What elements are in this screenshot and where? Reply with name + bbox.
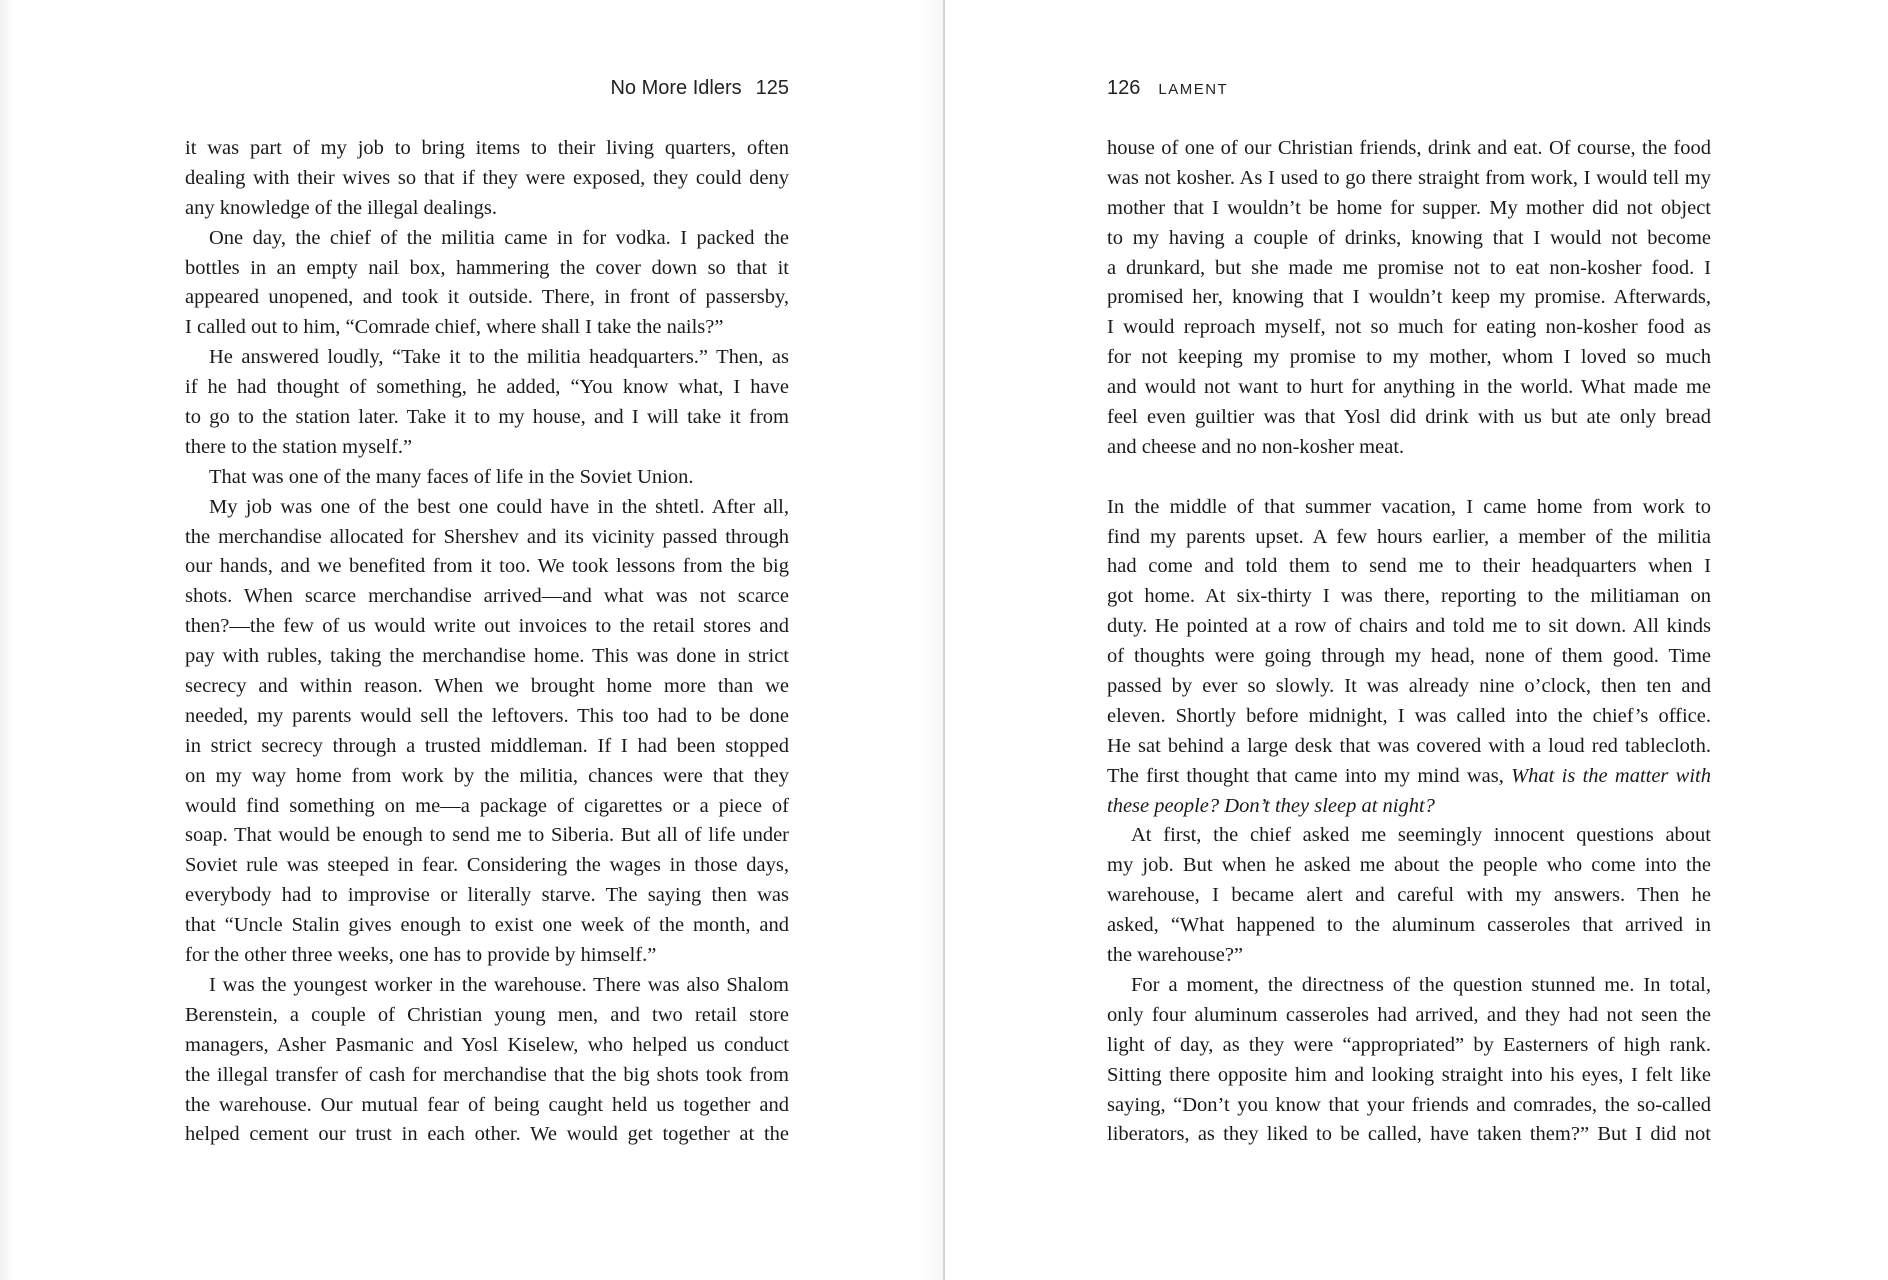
text-line: pay with rubles, taking the merchandise home. This was done in strict <box>185 645 789 668</box>
text-line: it was part of my job to bring items to their living quarters, often <box>185 137 789 159</box>
text-line: saying, “Don’t you know that your friends and comrades, the so-called <box>1107 1093 1711 1116</box>
text-line: That was one of the many faces of life in the Soviet Union. <box>209 465 694 488</box>
text-line: asked, “What happened to the aluminum casseroles that arrived in <box>1107 914 1711 937</box>
text-line: passed by ever so slowly. It was already nine o’clock, then ten and <box>1107 675 1711 698</box>
text-line: light of day, as they were “appropriated” by Easterners of high rank. <box>1107 1033 1711 1056</box>
left-page-number: 125 <box>755 77 789 99</box>
text-line: At first, the chief asked me seemingly innocent questions about <box>1131 824 1711 847</box>
text-line: the warehouse?” <box>1107 944 1244 967</box>
text-line: I would reproach myself, not so much for eating non-kosher food as <box>1107 316 1711 339</box>
text-line: the illegal transfer of cash for merchandise that the big shots took from <box>185 1063 789 1086</box>
text-line: my job. But when he asked me about the people who come into the <box>1107 854 1711 877</box>
text-line: only four aluminum casseroles had arrived, and they had not seen the <box>1107 1003 1711 1026</box>
text-line: that “Uncle Stalin gives enough to exist one week of the month, and <box>185 914 789 937</box>
text-line: had come and told them to send me to their headquarters when I <box>1107 555 1711 578</box>
text-line: and would not want to hurt for anything in the world. What made me <box>1107 376 1711 399</box>
text-line: mother that I wouldn’t be home for supper. My mother did not object <box>1107 196 1711 219</box>
text-line: I called out to him, “Comrade chief, where shall I take the nails?” <box>185 316 724 339</box>
text-line: duty. He pointed at a row of chairs and told me to sit down. All kinds <box>1107 615 1711 638</box>
text-run: The first thought that came into my mind was, <box>1107 764 1512 787</box>
text-line: the merchandise allocated for Shershev and its vicinity passed through <box>185 525 789 548</box>
text-line: on my way home from work by the militia, chances were that they <box>185 764 789 787</box>
text-line: bottles in an empty nail box, hammering the cover down so that it <box>185 256 789 279</box>
gutter-shadow <box>920 0 943 1280</box>
text-line: dealing with their wives so that if they were exposed, they could deny <box>185 166 789 189</box>
text-line: warehouse, I became alert and careful with my answers. Then he <box>1107 884 1711 907</box>
text-line: In the middle of that summer vacation, I came home from work to <box>1107 495 1711 518</box>
text-line: For a moment, the directness of the question stunned me. In total, <box>1131 973 1711 996</box>
text-line: helped cement our trust in each other. We would get together at the <box>185 1123 789 1146</box>
text-line: got home. At six-thirty I was there, reporting to the militiaman on <box>1107 585 1711 608</box>
right-running-head <box>1107 76 1711 102</box>
text-line: find my parents upset. A few hours earlier, a member of the militia <box>1107 525 1711 548</box>
text-line: One day, the chief of the militia came in for vodka. I packed the <box>209 226 789 249</box>
text-line: the warehouse. Our mutual fear of being caught held us together and <box>185 1093 789 1116</box>
text-line <box>1107 762 1711 792</box>
text-line: for the other three weeks, one has to provide by himself.” <box>185 944 657 967</box>
italic-text-run: What is the matter with <box>1511 764 1711 787</box>
right-running-head-title: LAMENT <box>1158 81 1229 98</box>
text-line: to go to the station later. Take it to my house, and I will take it from <box>185 406 789 429</box>
text-line: if he had thought of something, he added, “You know what, I have <box>185 376 789 399</box>
book-gutter <box>943 0 945 1280</box>
text-line: a drunkard, but she made me promise not to eat non-kosher food. I <box>1107 256 1711 279</box>
text-line <box>1107 792 1711 822</box>
text-line: promised her, knowing that I wouldn’t keep my promise. Afterwards, <box>1107 286 1711 309</box>
text-line: and cheese and no non-kosher meat. <box>1107 435 1405 458</box>
text-line: soap. That would be enough to send me to Siberia. But all of life under <box>185 824 789 847</box>
text-line: needed, my parents would sell the leftovers. This too had to be done <box>185 704 789 727</box>
text-line: He sat behind a large desk that was covered with a loud red tablecloth. <box>1107 734 1711 757</box>
text-line: secrecy and within reason. When we brought home more than we <box>185 675 789 698</box>
right-page-number: 126 <box>1107 77 1141 99</box>
text-line: for not keeping my promise to my mother, whom I loved so much <box>1107 346 1711 369</box>
text-line: to my having a couple of drinks, knowing that I would not become <box>1107 226 1711 249</box>
text-line: appeared unopened, and took it outside. There, in front of passersby, <box>185 286 789 309</box>
text-line: everybody had to improvise or literally starve. The saying then was <box>185 884 789 907</box>
text-line: house of one of our Christian friends, drink and eat. Of course, the food <box>1107 137 1711 159</box>
text-line: Berenstein, a couple of Christian young men, and two retail store <box>185 1003 789 1026</box>
text-line: I was the youngest worker in the warehouse. There was also Shalom <box>209 973 789 996</box>
text-line: any knowledge of the illegal dealings. <box>185 196 497 219</box>
text-line: managers, Asher Pasmanic and Yosl Kiselew, who helped us conduct <box>185 1033 789 1056</box>
text-line: He answered loudly, “Take it to the militia headquarters.” Then, as <box>209 346 789 369</box>
left-page-body <box>185 134 789 1150</box>
text-line: of thoughts were going through my head, none of them good. Time <box>1107 645 1711 668</box>
text-line: feel even guiltier was that Yosl did drink with us but ate only bread <box>1107 406 1711 429</box>
text-line: shots. When scarce merchandise arrived—and what was not scarce <box>185 585 789 608</box>
right-page-body <box>1107 134 1711 1150</box>
text-line: liberators, as they liked to be called, have taken them?” But I did not <box>1107 1123 1711 1146</box>
text-line: eleven. Shortly before midnight, I was called into the chief’s office. <box>1107 704 1711 727</box>
text-line: Soviet rule was steeped in fear. Considering the wages in those days, <box>185 854 789 877</box>
section-break <box>1107 463 1711 493</box>
text-line: our hands, and we benefited from it too. We took lessons from the big <box>185 555 789 578</box>
page-edge-shadow <box>0 0 14 1280</box>
text-line: in strict secrecy through a trusted middleman. If I had been stopped <box>185 734 789 757</box>
text-line: would find something on me—a package of cigarettes or a piece of <box>185 794 789 817</box>
text-line: then?—the few of us would write out invoices to the retail stores and <box>185 615 789 638</box>
left-running-head-title: No More Idlers <box>610 77 742 99</box>
text-line: was not kosher. As I used to go there straight from work, I would tell my <box>1107 166 1711 189</box>
left-running-head <box>185 76 789 100</box>
text-line: My job was one of the best one could have in the shtetl. After all, <box>209 495 789 518</box>
italic-text-run: these people? Don’t they sleep at night? <box>1107 794 1435 817</box>
text-line: Sitting there opposite him and looking straight into his eyes, I felt like <box>1107 1063 1711 1086</box>
text-line: there to the station myself.” <box>185 435 413 458</box>
